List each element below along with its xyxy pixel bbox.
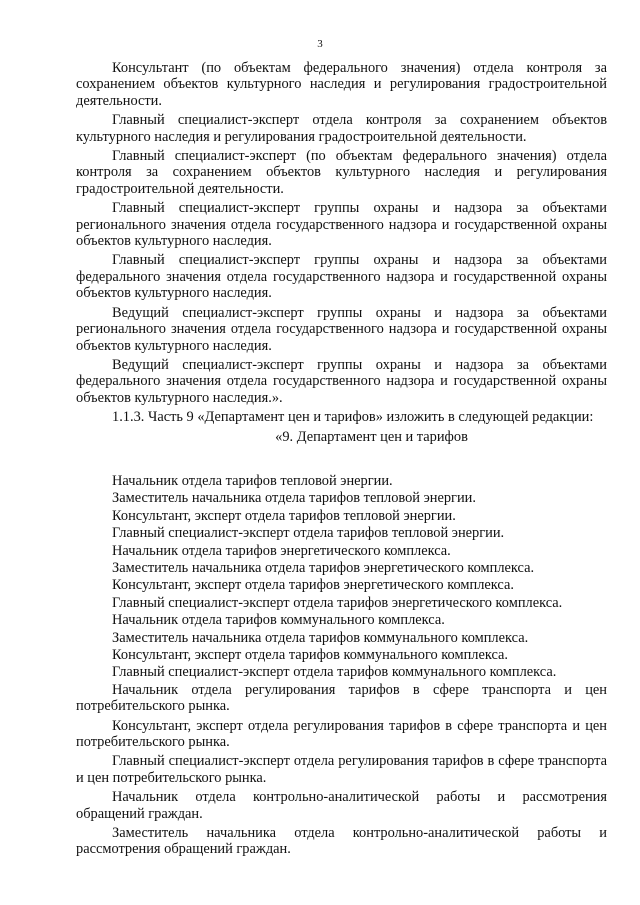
- position-list-item: Начальник отдела тарифов энергетического комплекса.: [112, 542, 451, 559]
- position-list-item: Заместитель начальника отдела тарифов коммунального комплекса.: [112, 629, 529, 646]
- position-list-item: Консультант, эксперт отдела тарифов энергетического комплекса.: [112, 577, 514, 594]
- position-list-item: Главный специалист-эксперт отдела тарифов коммунального комплекса.: [112, 664, 557, 681]
- paragraph: Главный специалист-эксперт отдела регулирования тарифов в сфере транспорта и цен потребительского рынка.: [76, 753, 607, 786]
- position-list-item: Консультант, эксперт отдела тарифов коммунального комплекса.: [112, 647, 509, 663]
- paragraph: Заместитель начальника отдела контрольно-аналитической работы и рассмотрения обращений граждан.: [76, 825, 607, 858]
- paragraph: Главный специалист-эксперт (по объектам федерального значения) отдела контроля за сохранением объектов культурного наследия и регулирования градостроительной деятельности.: [76, 148, 607, 197]
- paragraph: Ведущий специалист-эксперт группы охраны и надзора за объектами федерального значения отдела государственного надзора и государственной охраны объектов культурного наследия.».: [76, 356, 607, 406]
- paragraph: Главный специалист-эксперт группы охраны и надзора за объектами регионального значения отдела государственного надзора и государственной охраны объектов культурного наследия.: [76, 200, 607, 250]
- page-number: 3: [317, 38, 323, 50]
- paragraph: Ведущий специалист-эксперт группы охраны и надзора за объектами регионального значения отдела государственного надзора и государственной охраны объектов культурного наследия.: [76, 304, 607, 354]
- position-list-item: Начальник отдела тарифов коммунального комплекса.: [112, 612, 445, 629]
- paragraph: Начальник отдела контрольно-аналитической работы и рассмотрения обращений граждан.: [76, 789, 607, 822]
- position-list-item: Консультант, эксперт отдела тарифов тепловой энергии.: [112, 507, 456, 524]
- document-body: [76, 60, 607, 861]
- position-list-item: Заместитель начальника отдела тарифов тепловой энергии.: [112, 490, 476, 507]
- section-heading: «9. Департамент цен и тарифов: [275, 428, 468, 445]
- paragraph: Главный специалист-эксперт группы охраны и надзора за объектами федерального значения отдела государственного надзора и государственной охраны объектов культурного наследия.: [76, 252, 607, 302]
- position-list-item: Заместитель начальника отдела тарифов энергетического комплекса.: [112, 559, 535, 576]
- paragraph: Консультант, эксперт отдела регулирования тарифов в сфере транспорта и цен потребительского рынка.: [76, 717, 607, 751]
- position-list-item: Главный специалист-эксперт отдела тарифов тепловой энергии.: [112, 525, 505, 542]
- paragraph: 1.1.3. Часть 9 «Департамент цен и тарифов» изложить в следующей редакции:: [112, 409, 594, 426]
- position-list-item: Главный специалист-эксперт отдела тарифов энергетического комплекса.: [112, 594, 563, 611]
- paragraph: Главный специалист-эксперт отдела контроля за сохранением объектов культурного наследия и регулирования градостроительной деятельности.: [76, 112, 607, 145]
- paragraph: Консультант (по объектам федерального значения) отдела контроля за сохранением объектов культурного наследия и регулирования градостроительной деятельности.: [76, 60, 607, 109]
- position-list-item: Начальник отдела тарифов тепловой энергии.: [112, 472, 393, 489]
- paragraph: Начальник отдела регулирования тарифов в сфере транспорта и цен потребительского рынка.: [76, 681, 607, 715]
